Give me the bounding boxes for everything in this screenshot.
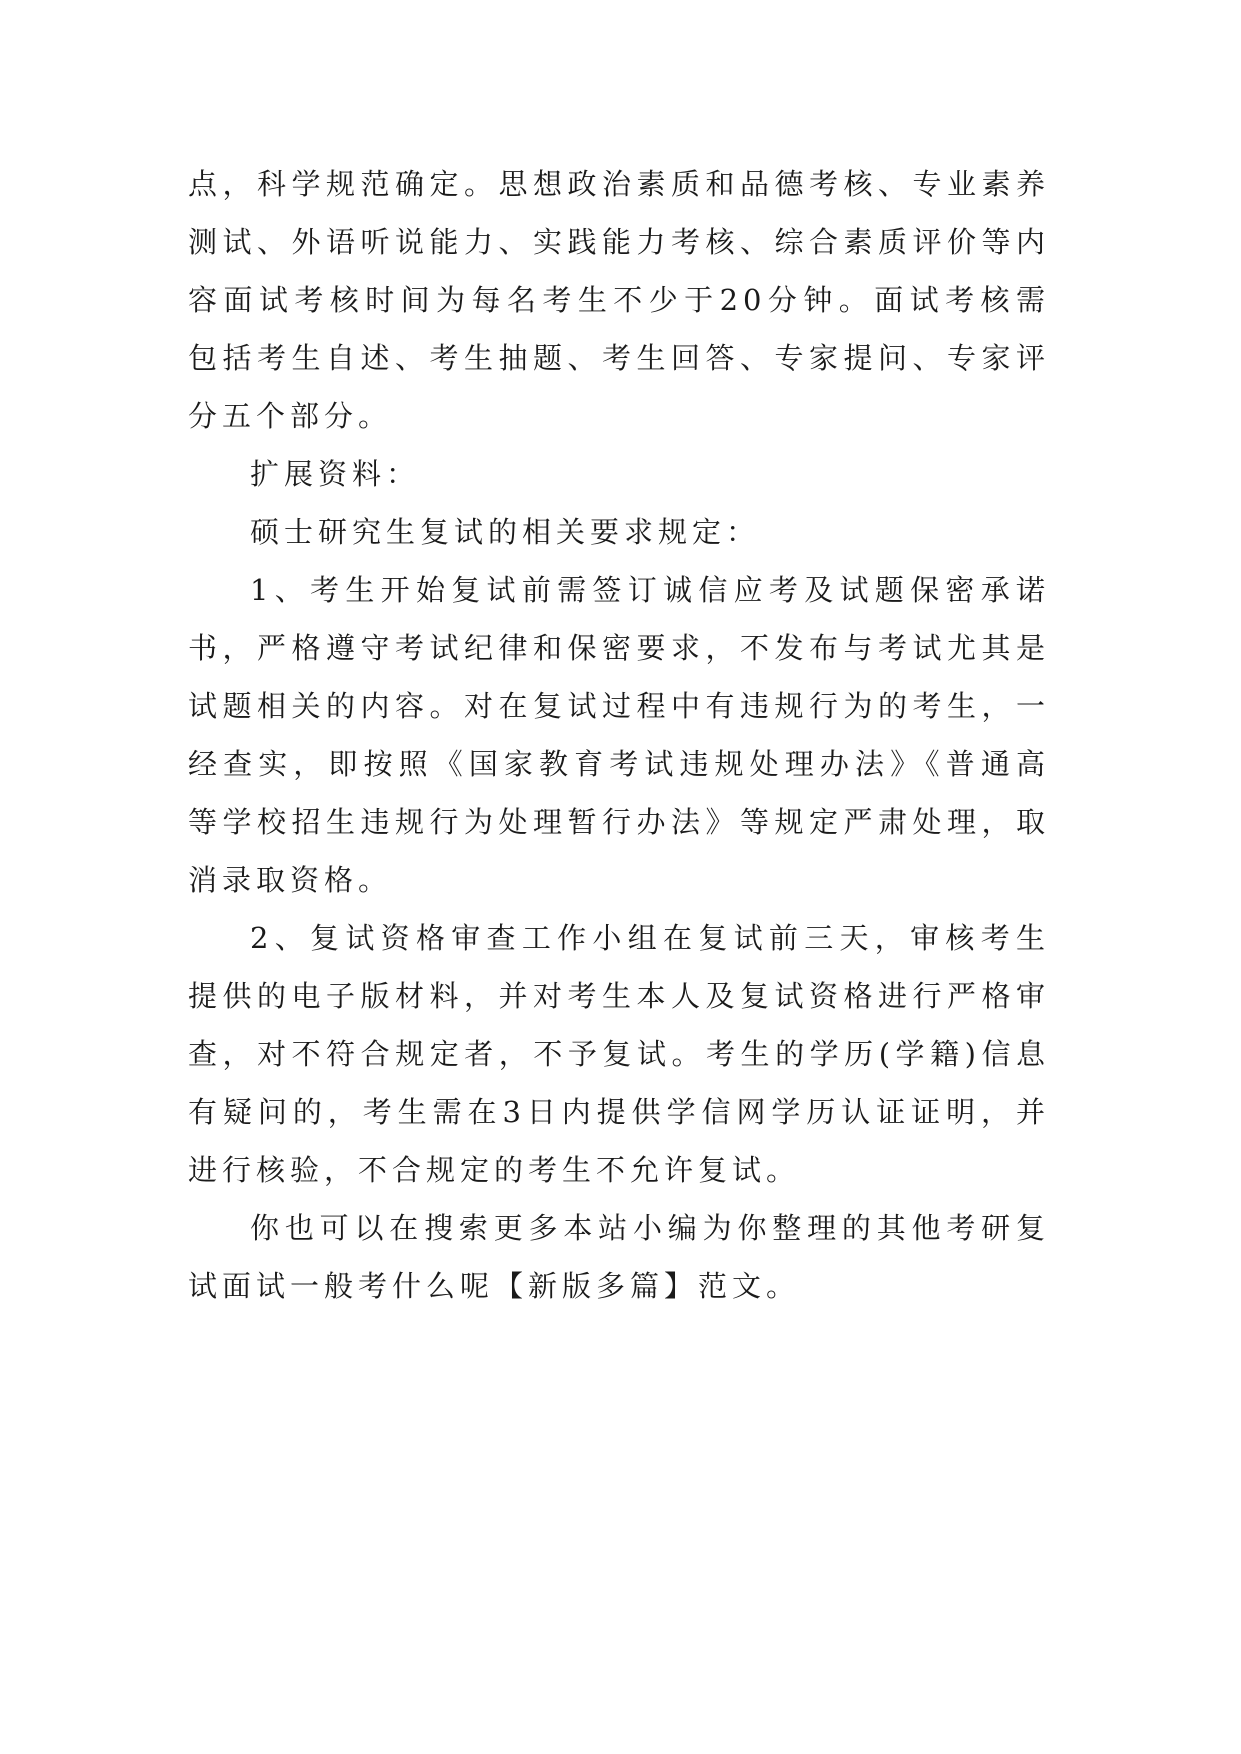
paragraph-requirement-1: 1、考生开始复试前需签订诚信应考及试题保密承诺书，严格遵守考试纪律和保密要求，不发布与考试尤其是试题相关的内容。对在复试过程中有违规行为的考生，一经查实，即按照《国家教育考试违规处理办法》《普通高等学校招生违规行为处理暂行办法》等规定严肃处理，取消录取资格。 bbox=[188, 573, 1050, 897]
paragraph-continued: 点，科学规范确定。思想政治素质和品德考核、专业素养测试、外语听说能力、实践能力考核、综合素质评价等内容面试考核时间为每名考生不少于20分钟。面试考核需包括考生自述、考生抽题、考生回答、专家提问、专家评分五个部分。 bbox=[188, 167, 1050, 433]
paragraph-extended-info-heading: 扩展资料： bbox=[250, 457, 421, 491]
paragraph-requirements-heading: 硕士研究生复试的相关要求规定： bbox=[250, 515, 761, 549]
document-body bbox=[188, 155, 1050, 1315]
paragraph-requirement-2: 2、复试资格审查工作小组在复试前三天，审核考生提供的电子版材料，并对考生本人及复试资格进行严格审查，对不符合规定者，不予复试。考生的学历(学籍)信息有疑问的，考生需在3日内提供学信网学历认证证明，并进行核验，不合规定的考生不允许复试。 bbox=[188, 921, 1050, 1187]
paragraph-closing: 你也可以在搜索更多本站小编为你整理的其他考研复试面试一般考什么呢【新版多篇】范文。 bbox=[188, 1211, 1050, 1303]
